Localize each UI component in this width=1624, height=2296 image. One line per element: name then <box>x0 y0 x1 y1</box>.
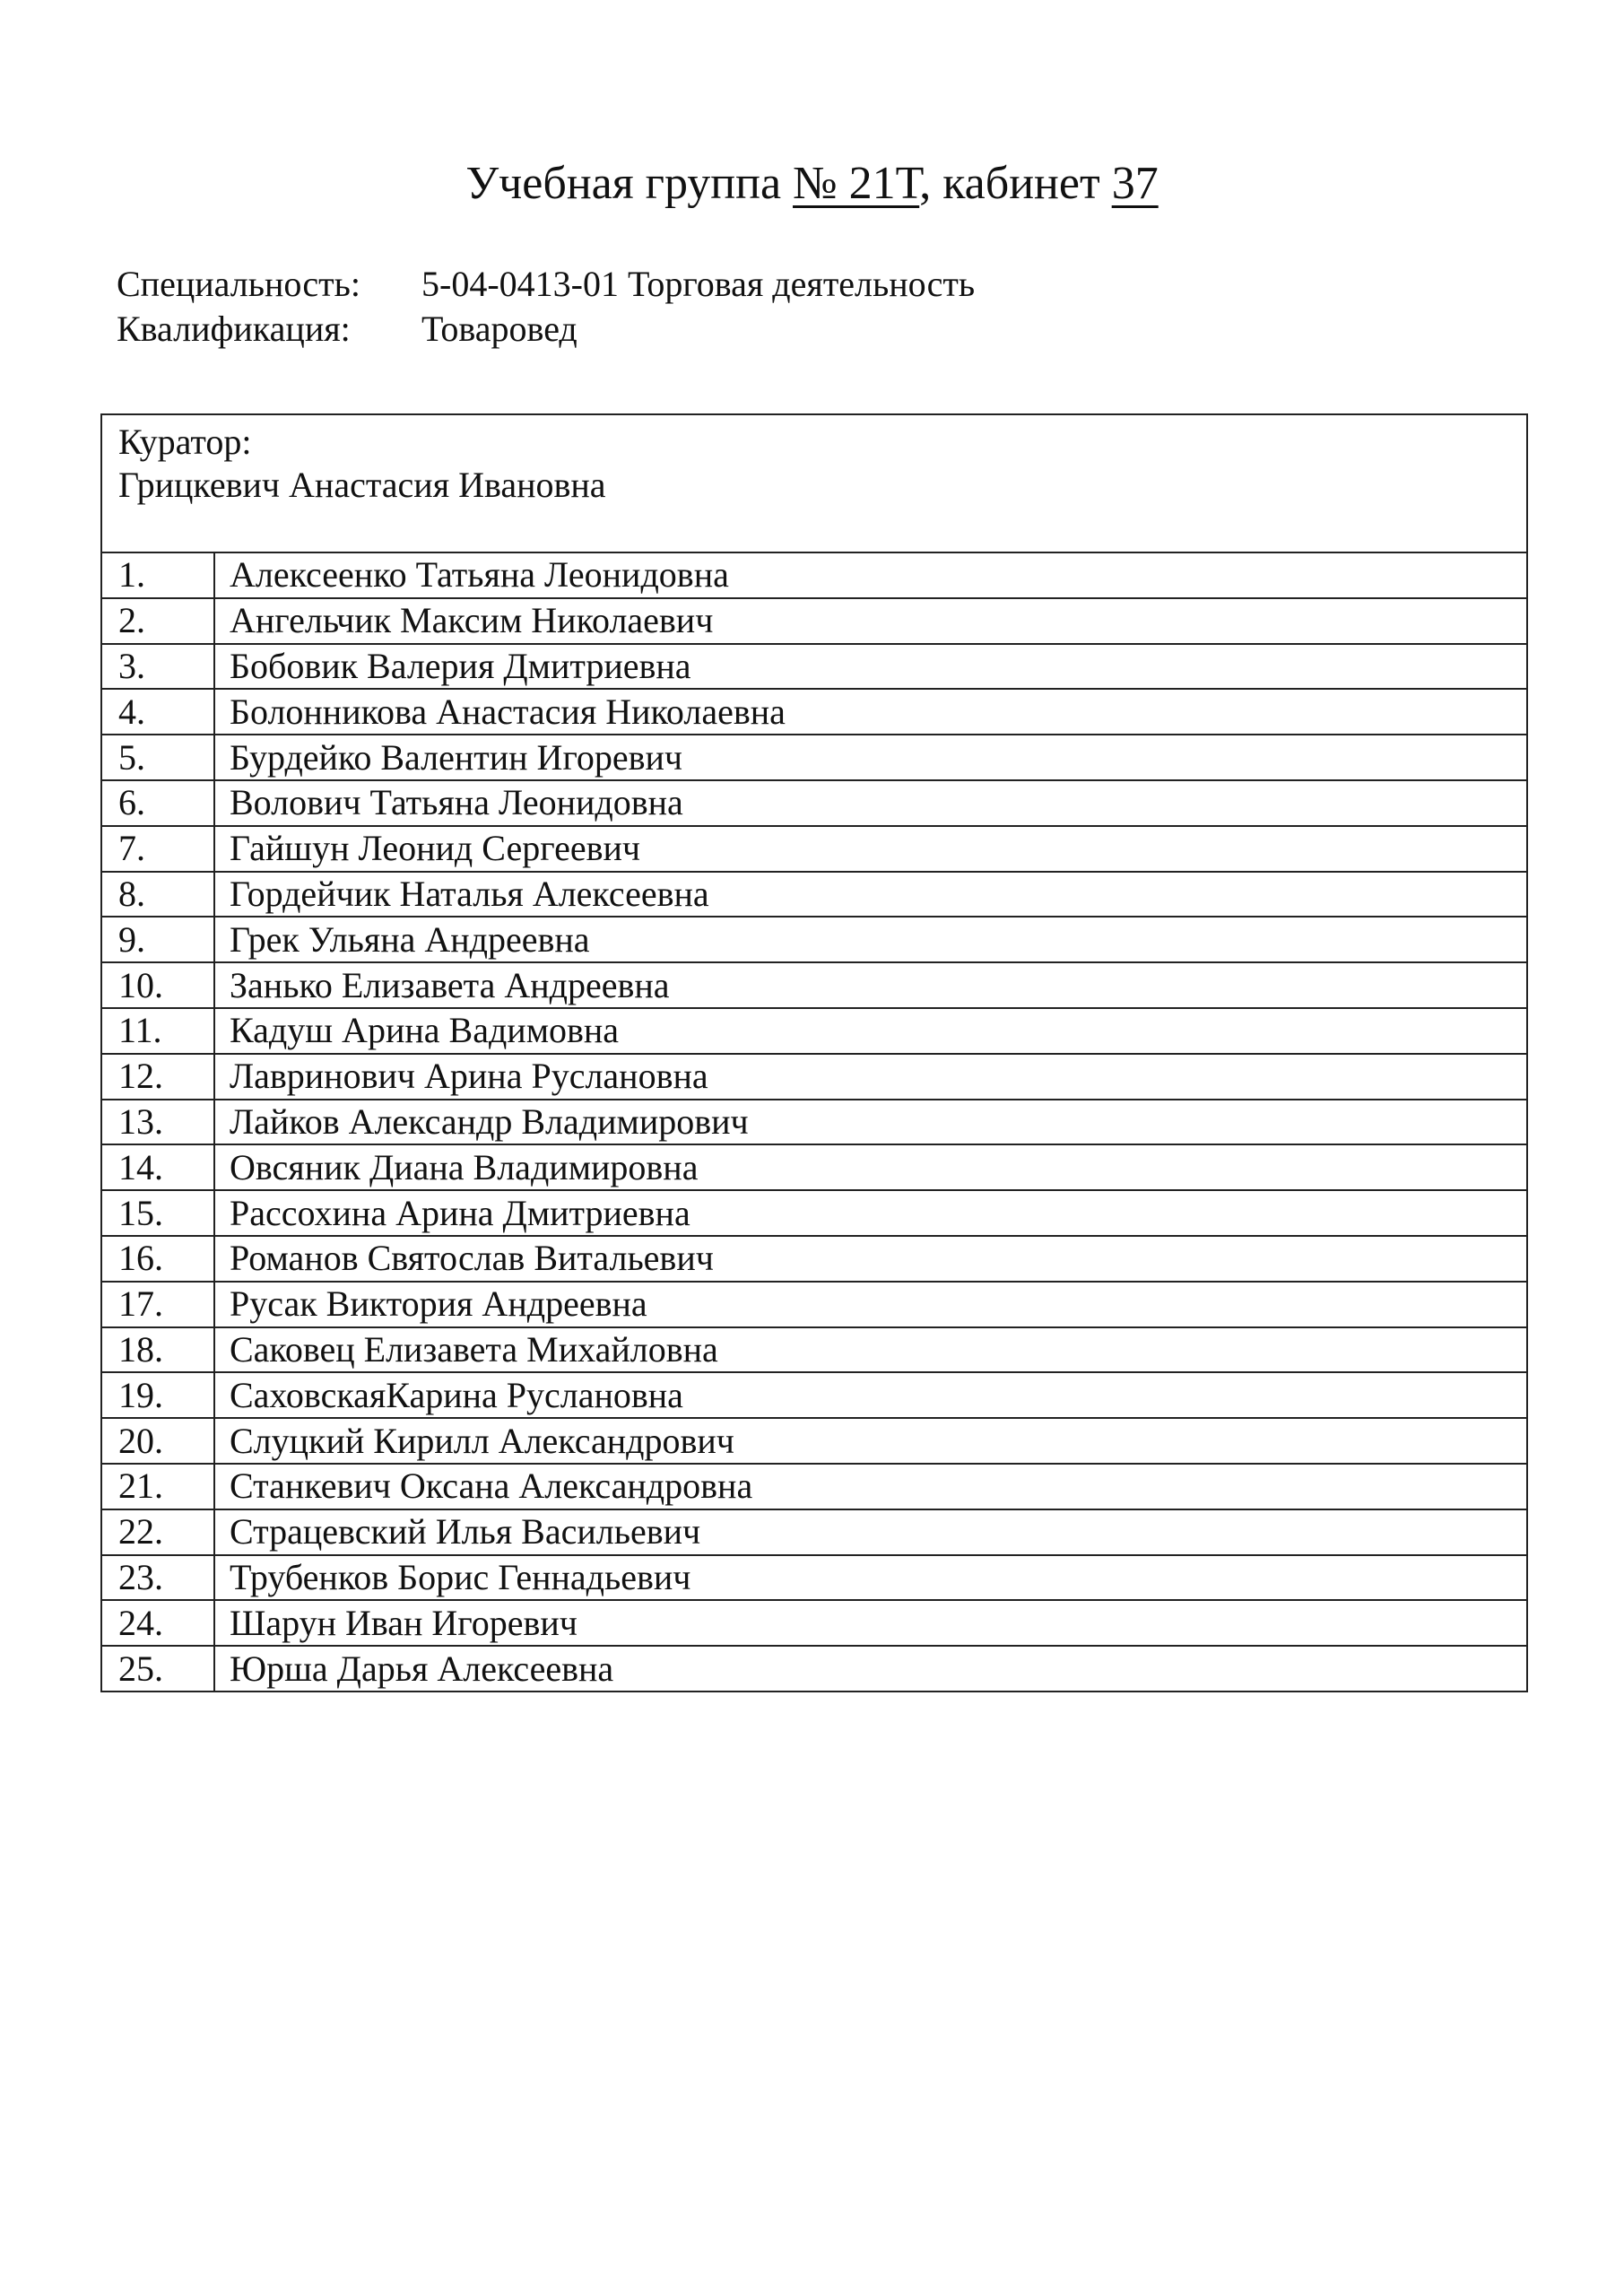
title-prefix: Учебная группа <box>465 158 794 209</box>
row-number: 10. <box>101 962 214 1008</box>
student-name: Романов Святослав Витальевич <box>214 1236 1527 1282</box>
specialty-label: Специальность: <box>117 264 360 304</box>
student-name: Овсяник Диана Владимировна <box>214 1144 1527 1190</box>
table-row <box>101 872 1527 918</box>
table-row <box>101 780 1527 826</box>
table-row <box>101 689 1527 735</box>
student-name: Кадуш Арина Вадимовна <box>214 1008 1527 1054</box>
student-name: Грек Ульяна Андреевна <box>214 917 1527 962</box>
table-row <box>101 1600 1527 1646</box>
table-row <box>101 1100 1527 1145</box>
table-row <box>101 1236 1527 1282</box>
table-row <box>101 1418 1527 1464</box>
row-number: 24. <box>101 1600 214 1646</box>
row-number: 18. <box>101 1327 214 1373</box>
row-number: 15. <box>101 1190 214 1236</box>
specialty-value: 5-04-0413-01 Торговая деятельность <box>421 264 976 304</box>
group-number: № 21Т <box>793 158 920 209</box>
table-row <box>101 826 1527 872</box>
table-row <box>101 962 1527 1008</box>
table-row <box>101 1008 1527 1054</box>
row-number: 4. <box>101 689 214 735</box>
table-row <box>101 1144 1527 1190</box>
student-table <box>100 413 1528 1692</box>
student-name: Станкевич Оксана Александровна <box>214 1464 1527 1509</box>
student-name: Саковец Елизавета Михайловна <box>214 1327 1527 1373</box>
row-number: 8. <box>101 872 214 918</box>
table-row <box>101 1282 1527 1327</box>
row-number: 16. <box>101 1236 214 1282</box>
table-row <box>101 1190 1527 1236</box>
curator-row <box>101 414 1527 552</box>
student-name: Русак Виктория Андреевна <box>214 1282 1527 1327</box>
title-middle: , кабинет <box>919 158 1112 209</box>
row-number: 12. <box>101 1054 214 1100</box>
table-row <box>101 1509 1527 1555</box>
student-name: Гайшун Леонид Сергеевич <box>214 826 1527 872</box>
curator-label: Куратор: <box>118 422 252 462</box>
student-name: Страцевский Илья Васильевич <box>214 1509 1527 1555</box>
student-name: Бурдейко Валентин Игоревич <box>214 735 1527 780</box>
row-number: 11. <box>101 1008 214 1054</box>
page-title <box>0 152 1624 215</box>
student-table-body <box>101 414 1527 1692</box>
student-name: Алексеенко Татьяна Леонидовна <box>214 552 1527 598</box>
row-number: 17. <box>101 1282 214 1327</box>
row-number: 9. <box>101 917 214 962</box>
row-number: 20. <box>101 1418 214 1464</box>
table-row <box>101 1555 1527 1601</box>
qualification-row <box>117 307 975 352</box>
student-name: Лайков Александр Владимирович <box>214 1100 1527 1145</box>
row-number: 22. <box>101 1509 214 1555</box>
student-name: Трубенков Борис Геннадьевич <box>214 1555 1527 1601</box>
student-name: Волович Татьяна Леонидовна <box>214 780 1527 826</box>
row-number: 5. <box>101 735 214 780</box>
table-row <box>101 735 1527 780</box>
curator-cell <box>101 414 1527 552</box>
student-name: Лавринович Арина Руслановна <box>214 1054 1527 1100</box>
table-row <box>101 552 1527 598</box>
student-name: СаховскаяКарина Руслановна <box>214 1372 1527 1418</box>
student-name: Бобовик Валерия Дмитриевна <box>214 644 1527 690</box>
room-number: 37 <box>1111 158 1159 209</box>
student-name: Гордейчик Наталья Алексеевна <box>214 872 1527 918</box>
table-row <box>101 1054 1527 1100</box>
table-row <box>101 1464 1527 1509</box>
group-info <box>117 262 975 352</box>
table-row <box>101 1646 1527 1692</box>
student-name: Слуцкий Кирилл Александрович <box>214 1418 1527 1464</box>
table-row <box>101 644 1527 690</box>
student-name: Юрша Дарья Алексеевна <box>214 1646 1527 1692</box>
student-name: Рассохина Арина Дмитриевна <box>214 1190 1527 1236</box>
row-number: 3. <box>101 644 214 690</box>
table-row <box>101 917 1527 962</box>
qualification-value: Товаровед <box>421 309 578 349</box>
row-number: 19. <box>101 1372 214 1418</box>
row-number: 7. <box>101 826 214 872</box>
row-number: 14. <box>101 1144 214 1190</box>
row-number: 21. <box>101 1464 214 1509</box>
row-number: 23. <box>101 1555 214 1601</box>
table-row <box>101 598 1527 644</box>
student-name: Ангельчик Максим Николаевич <box>214 598 1527 644</box>
student-name: Занько Елизавета Андреевна <box>214 962 1527 1008</box>
row-number: 6. <box>101 780 214 826</box>
specialty-row <box>117 262 975 307</box>
student-name: Шарун Иван Игоревич <box>214 1600 1527 1646</box>
row-number: 13. <box>101 1100 214 1145</box>
row-number: 2. <box>101 598 214 644</box>
row-number: 1. <box>101 552 214 598</box>
curator-name: Грицкевич Анастасия Ивановна <box>118 465 606 505</box>
table-row <box>101 1372 1527 1418</box>
qualification-label: Квалификация: <box>117 309 351 349</box>
row-number: 25. <box>101 1646 214 1692</box>
student-name: Болонникова Анастасия Николаевна <box>214 689 1527 735</box>
table-row <box>101 1327 1527 1373</box>
